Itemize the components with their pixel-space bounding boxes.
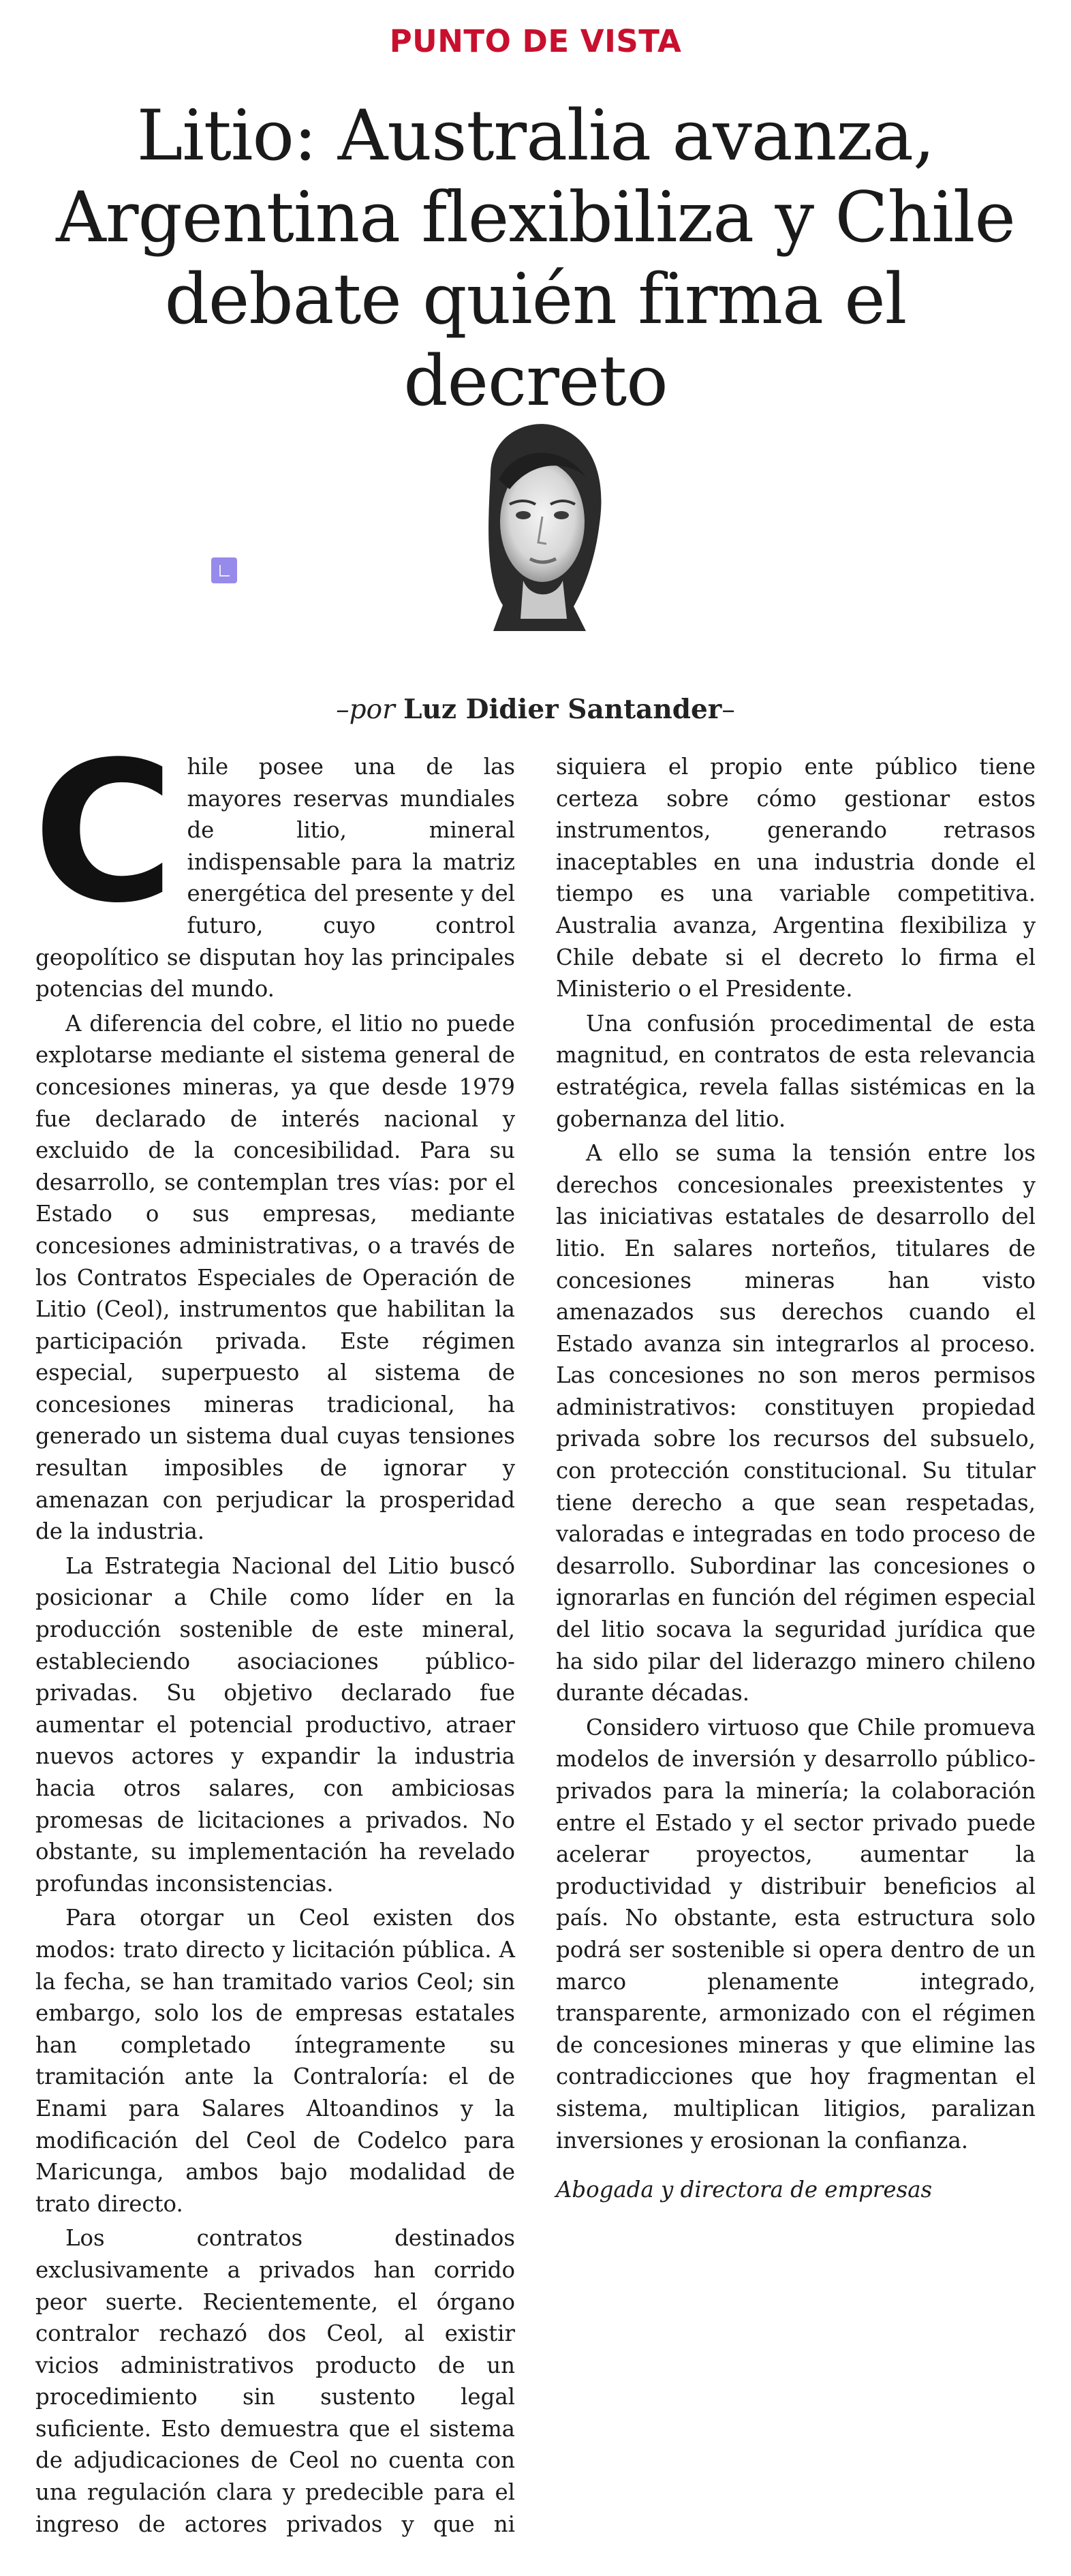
note-icon[interactable]	[211, 557, 237, 583]
article-paragraph: Chile posee una de las mayores reservas mundiales de litio, mineral indispensable para la matriz energética del presente y del futuro, cuyo control geopolítico se disputan hoy las principales potencias del mundo.	[33, 720, 515, 1002]
headline: Litio: Australia avanza, Argentina flexibiliza y Chile debate quién firma el decreto	[56, 95, 1015, 422]
article-paragraph: La Estrategia Nacional del Litio buscó posicionar a Chile como líder en la producción sostenible de este mineral, estableciendo asociaciones público-privadas. Su objetivo declarado fue aumentar el potencial productivo, atraer nuevos actores y expandir la industria hacia otros salares, con ambiciosas promesas de licitaciones a privados. No obstante, su implementación ha revelado profundas inconsistencias.	[35, 1552, 515, 1897]
article-paragraph: A diferencia del cobre, el litio no puede explotarse mediante el sistema general de concesiones mineras, ya que desde 1979 fue declarado de interés nacional y excluido de la concesibilidad. Para su desarrollo, se contemplan tres vías: por el Estado o sus empresas, mediante concesiones administrativas, o a través de los Contratos Especiales de Operación de Litio (Ceol), instrumentos que habilitan la participación privada. Este régimen especial, superpuesto al sistema de concesiones mineras tradicional, ha generado un sistema dual cuyas tensiones resultan imposibles de ignorar y amenazan con perjudicar la prosperidad de la industria.	[35, 1010, 515, 1545]
article-paragraph: Una confusión procedimental de esta magnitud, en contratos de esta relevancia estratégica, revela fallas sistémicas en la gobernanza del litio.	[556, 1010, 1036, 1132]
article-paragraph: Considero virtuoso que Chile promueva modelos de inversión y desarrollo público-privados para la minería; la colaboración entre el Estado y el sector privado puede acelerar proyectos, aumentar la productividad y distribuir beneficios al país. No obstante, esta estructura solo podrá ser sostenible si opera dentro de un marco plenamente integrado, transparente, armonizado con el régimen de concesiones mineras y que elimine las contradicciones que hoy fragmentan el sistema, multiplican litigios, paralizan inversiones y erosionan la confianza.	[556, 1714, 1036, 2153]
byline-suffix: –	[721, 694, 735, 725]
article-paragraph: A ello se suma la tensión entre los derechos concesionales preexistentes y las iniciativas estatales de desarrollo del litio. En salares norteños, titulares de concesiones mineras han visto amenazados sus derechos cuando el Estado avanza sin integrarlos al proceso. Las concesiones no son meros permisos administrativos: constituyen propiedad privada sobre los recursos del subsuelo, con protección constitucional. Su titular tiene derecho a que sean respetadas, valoradas e integradas en todo proceso de desarrollo. Subordinar las concesiones o ignorarlas en función del régimen especial del litio socava la seguridad jurídica que ha sido pilar del liderazgo minero chileno durante décadas.	[556, 1140, 1036, 1706]
drop-cap: C	[33, 720, 175, 945]
author-name: Luz Didier Santander	[403, 694, 722, 725]
article-paragraph: Para otorgar un Ceol existen dos modos: trato directo y licitación pública. A la fecha, se han tramitado varios Ceol; sin embargo, solo los de empresas estatales han completado íntegramente su tramitación ante la Contraloría: el de Enami para Salares Altoandinos y la modificación del Ceol de Codelco para Maricunga, ambos bajo modalidad de trato directo.	[35, 1905, 515, 2217]
article-paragraph: Los contratos destinados exclusivamente a privados han corrido peor suerte. Recientemente, el órgano contralor rechazó dos Ceol, al existir vicios administrativos producto de un procedimiento sin sustento legal suficiente. Esto demuestra que el sistema de adjudicaciones de Ceol no cuenta con una regulación clara y predecible para el ingreso de actores privados y que ni siquiera el propio ente público tiene certeza sobre cómo gestionar estos instrumentos, generando retrasos inaceptables en una industria donde el tiempo es una variable competitiva. Australia avanza, Argentina flexibiliza y Chile debate si el decreto lo firma el Ministerio o el Presidente.	[35, 754, 1036, 2537]
byline-prefix: –por	[336, 694, 395, 725]
section-label: PUNTO DE VISTA	[389, 23, 682, 59]
author-signature: Abogada y directora de empresas	[556, 2177, 933, 2203]
author-portrait	[428, 414, 646, 641]
article-body	[33, 720, 1036, 2550]
